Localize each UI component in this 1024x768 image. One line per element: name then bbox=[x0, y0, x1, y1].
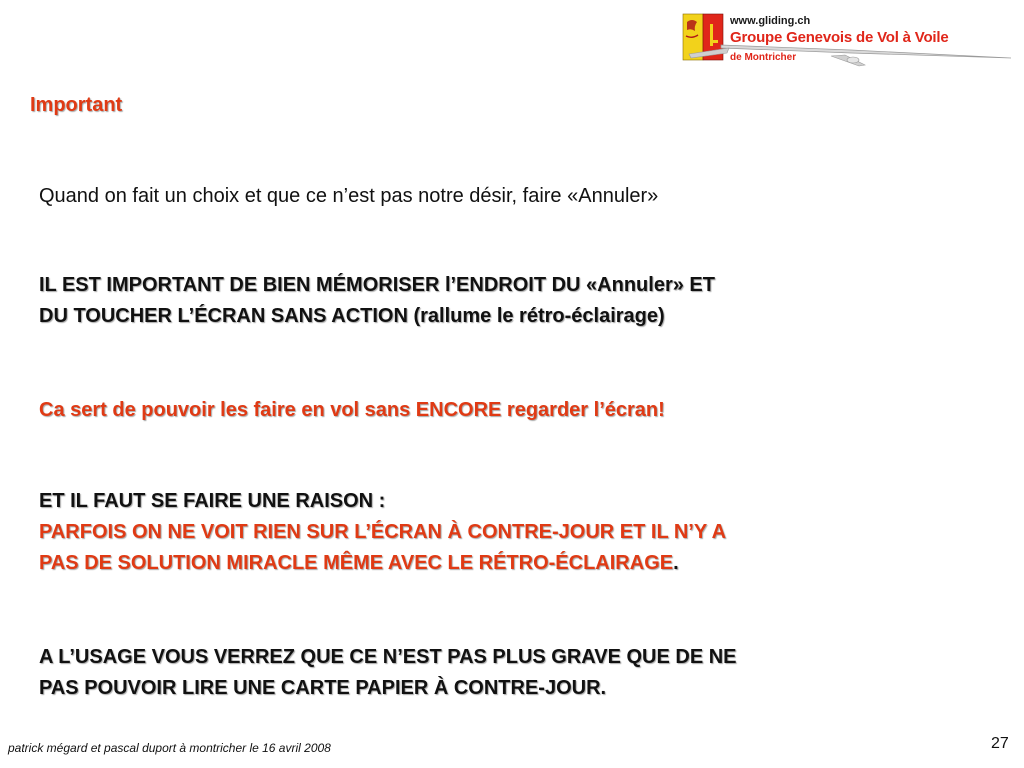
page-number: 27 bbox=[991, 735, 1009, 752]
logo-subtitle: de Montricher bbox=[730, 52, 797, 63]
paragraph-annuler-tip bbox=[39, 181, 989, 212]
paragraph-paper-map bbox=[39, 642, 989, 704]
club-logo bbox=[681, 10, 1014, 68]
paragraph-line: Ca sert de pouvoir les faire en vol sans ENCORE regarder l’écran! bbox=[39, 399, 665, 421]
paragraph-memorize bbox=[39, 270, 989, 332]
paragraph-line: DU TOUCHER L’ÉCRAN SANS ACTION (rallume le rétro-éclairage) bbox=[39, 305, 665, 327]
paragraph-in-flight bbox=[39, 395, 989, 426]
paragraph-line: A L’USAGE VOUS VERREZ QUE CE N’EST PAS PLUS GRAVE QUE DE NE bbox=[39, 646, 737, 668]
paragraph-backlight-warning bbox=[39, 486, 989, 579]
logo-club-name: Groupe Genevois de Vol à Voile bbox=[730, 29, 949, 46]
paragraph-line-period: . bbox=[673, 552, 679, 574]
paragraph-line-red: PAS DE SOLUTION MIRACLE MÊME AVEC LE RÉTRO-ÉCLAIRAGE bbox=[39, 552, 674, 574]
paragraph-line: ET IL FAUT SE FAIRE UNE RAISON : bbox=[39, 490, 386, 512]
slide-title: Important bbox=[30, 94, 123, 116]
paragraph-line: IL EST IMPORTANT DE BIEN MÉMORISER l’ENDROIT DU «Annuler» ET bbox=[39, 274, 715, 296]
logo-url-text: www.gliding.ch bbox=[730, 15, 811, 27]
paragraph-line: PARFOIS ON NE VOIT RIEN SUR L’ÉCRAN À CONTRE-JOUR ET IL N’Y A bbox=[39, 521, 727, 543]
paragraph-line bbox=[39, 548, 989, 579]
paragraph-line: Quand on fait un choix et que ce n’est pas notre désir, faire «Annuler» bbox=[39, 185, 659, 207]
footer-credit: patrick mégard et pascal duport à montricher le 16 avril 2008 bbox=[8, 741, 331, 755]
paragraph-line: PAS POUVOIR LIRE UNE CARTE PAPIER À CONTRE-JOUR. bbox=[39, 677, 607, 699]
